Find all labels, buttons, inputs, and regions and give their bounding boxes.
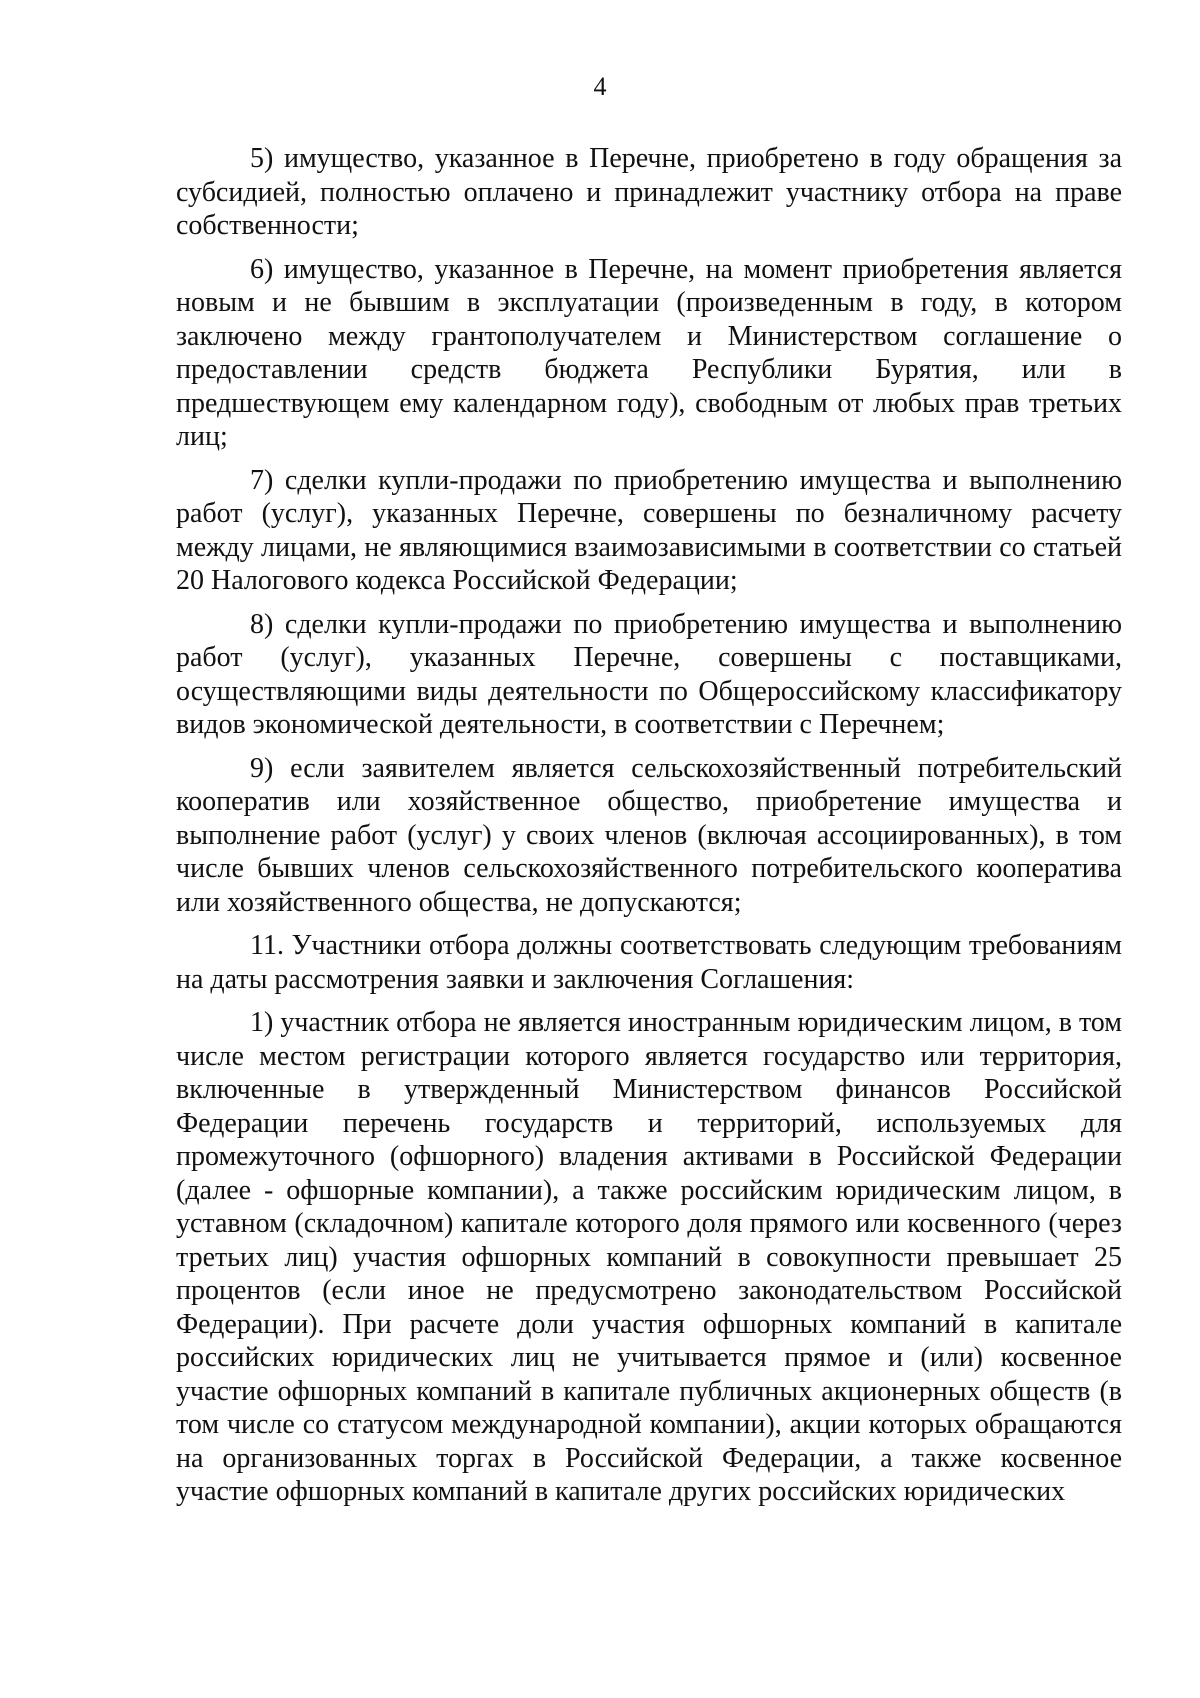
- paragraph-item-8: 8) сделки купли-продажи по приобретению имущества и выполнению работ (услуг), указанных Перечне, совершены с поставщиками, осуществляющими виды деятельности по Общероссийскому классификатору видов экономической деятельности, в соответствии с Перечнем;: [176, 608, 1122, 740]
- paragraph-item-9: 9) если заявителем является сельскохозяйственный потребительский кооператив или хозяйственное общество, приобретение имущества и выполнение работ (услуг) у своих членов (включая ассоциированных), в том числе бывших членов сельскохозяйственного потребительского кооператива или хозяйственного общества, не допускаются;: [176, 752, 1122, 918]
- section-11-heading-paragraph: 11. Участники отбора должны соответствовать следующим требованиям на даты рассмотрения заявки и заключения Соглашения:: [176, 930, 1122, 995]
- paragraph-item-7: 7) сделки купли-продажи по приобретению имущества и выполнению работ (услуг), указанных Перечне, совершены по безналичному расчету между лицами, не являющимися взаимозависимыми в соответствии со статьей 20 Налогового кодекса Российской Федерации;: [176, 464, 1122, 596]
- paragraph-requirement-1: 1) участник отбора не является иностранным юридическим лицом, в том числе местом регистрации которого является государство или территория, включенные в утвержденный Министерством финансов Российской Федерации перечень государств и территорий, используемых для промежуточного (офшорного) владения активами в Российской Федерации (далее - офшорные компании), а также российским юридическим лицом, в уставном (складочном) капитале которого доля прямого или косвенного (через третьих лиц) участия офшорных компаний в совокупности превышает 25 процентов (если иное не предусмотрено законодательством Российской Федерации). При расчете доли участия офшорных компаний в капитале российских юридических лиц не учитывается прямое и (или) косвенное участие офшорных компаний в капитале публичных акционерных обществ (в том числе со статусом международной компании), акции которых обращаются на организованных торгах в Российской Федерации, а также косвенное участие офшорных компаний в капитале других российских юридических: [176, 1007, 1122, 1507]
- page-number: 4: [593, 72, 607, 101]
- paragraph-item-5: 5) имущество, указанное в Перечне, приобретено в году обращения за субсидией, полностью оплачено и принадлежит участнику отбора на праве собственности;: [176, 143, 1122, 241]
- document-body: [176, 142, 1122, 1519]
- paragraph-item-6: 6) имущество, указанное в Перечне, на момент приобретения является новым и не бывшим в эксплуатации (произведенным в году, в котором заключено между грантополучателем и Министерством соглашение о предоставлении средств бюджета Республики Бурятия, или в предшествующем ему календарном году), свободным от любых прав третьих лиц;: [176, 253, 1122, 452]
